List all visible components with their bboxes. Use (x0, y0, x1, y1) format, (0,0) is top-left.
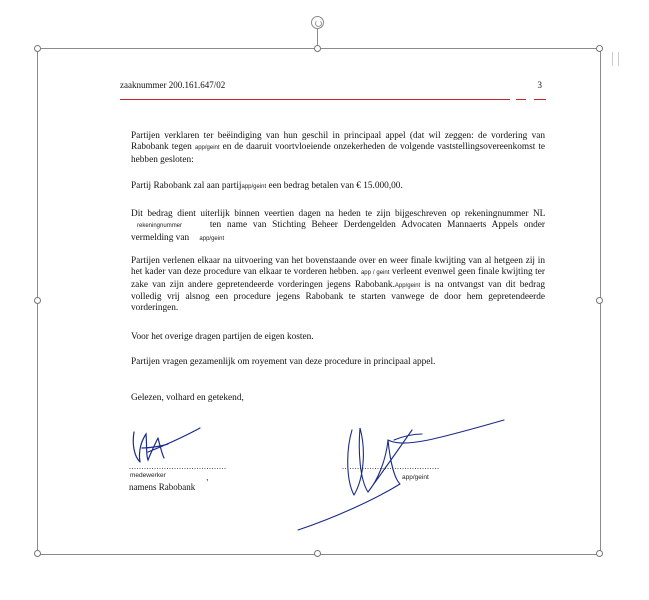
resize-handle-bottom-right[interactable] (596, 550, 603, 557)
resize-handle-bottom-center[interactable] (314, 550, 321, 557)
paragraph-bank-transfer: Dit bedrag dient uiterlijk binnen veertien dagen na heden te zijn bijgeschreven op rekeningnummer NL rekeningnummer ten name van Stichting Beheer Derdengelden Advocaten Mannaerts Appels onder vermelding van app/geint (131, 209, 545, 243)
signature-line-right: ....................................... (342, 462, 440, 471)
paragraph-closing: Gelezen, volhard en getekend, (131, 393, 244, 403)
resize-handle-bottom-left[interactable] (34, 550, 41, 557)
page-number: 3 (537, 80, 542, 90)
redaction-label: app/geint (199, 235, 225, 242)
layout-options-icon[interactable] (612, 52, 619, 66)
signature-line-left: ....................................... (129, 462, 227, 471)
signature-rabobank (128, 422, 208, 467)
header-rule-dash (516, 99, 526, 100)
redaction-label: app / geint (360, 270, 390, 277)
paragraph-payment: Partij Rabobank zal aan partijapp/geint een bedrag betalen van € 15.000,00. (131, 181, 403, 191)
resize-handle-top-right[interactable] (596, 45, 603, 52)
signer-role-label: app/geint (402, 474, 429, 481)
redaction-label: rekeningnummer (137, 223, 183, 230)
case-number: zaaknummer 200.161.647/02 (120, 80, 226, 90)
resize-handle-top-center[interactable] (314, 45, 321, 52)
paragraph-discharge: Partijen verlenen elkaar na uitvoering van het bovenstaande over en weer finale kwijting van al hetgeen zij in het kader van deze procedure van elkaar te vorderen hebben. app / geint verleent evenwel geen finale kwijting ter zake van zijn andere gepretendeerde vorderingen jegens Rabobank.App/geint is na ontvangst van dit bedrag volledig vrij alsnog een procedure jegens Rabobank te starten vanwege de door hem gepretendeerde vorderingen. (131, 256, 545, 314)
signer-role-comma: , (206, 472, 209, 482)
header-rule (120, 99, 510, 100)
resize-handle-middle-left[interactable] (34, 297, 41, 304)
signer-name-rabobank: namens Rabobank (129, 482, 196, 492)
resize-handle-top-left[interactable] (34, 45, 41, 52)
resize-handle-middle-right[interactable] (596, 297, 603, 304)
paragraph-costs: Voor het overige dragen partijen de eigen kosten. (131, 332, 314, 342)
redaction-label: app/geint (194, 145, 220, 152)
rotate-handle-icon[interactable] (311, 16, 324, 29)
paragraph-settlement-intro: Partijen verklaren ter beëindiging van hun geschil in principaal appel (dat wil zeggen: de vordering van Rabobank tegen app/geint en de daaruit voortvloeiende onzekerheden de volgende vaststellingsovereenkomst te hebben gesloten: (131, 131, 546, 165)
redaction-label: app/geint (241, 184, 267, 190)
paragraph-royement: Partijen vragen gezamenlijk om royement van deze procedure in principaal appel. (131, 357, 436, 367)
signer-role-label: medewerker (130, 472, 166, 479)
header-rule-dash (534, 99, 546, 100)
redaction-label: App/geint (394, 282, 421, 289)
